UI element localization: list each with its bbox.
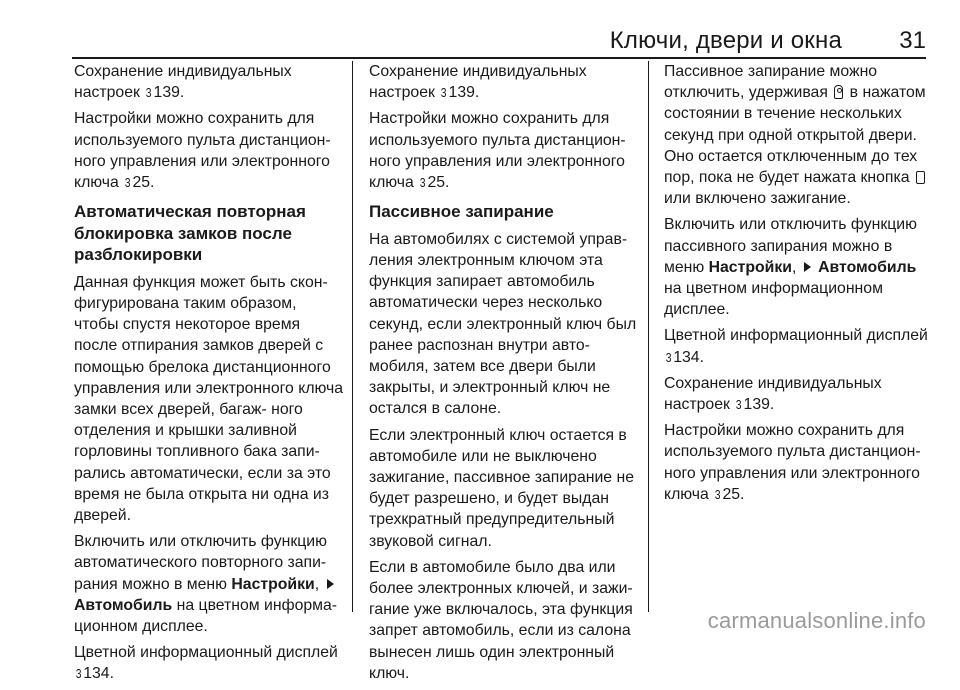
page-reference[interactable]: 139.	[743, 396, 775, 414]
lock-button-icon	[916, 171, 925, 184]
paragraph: Пассивное запирание можно отключить, удерживая в нажатом состоянии в течение нескольких секунд при одной открытой двери. Оно остается отключенным до тех пор, пока не будет нажата кнопка или включено зажигание.	[664, 63, 926, 208]
menu-vehicle: Автомобиль	[818, 258, 917, 276]
column-divider-2	[648, 61, 649, 612]
page-reference[interactable]: 134.	[673, 348, 704, 366]
paragraph: Сохранение индивидуальных настроек 3 139.	[74, 63, 292, 102]
page-reference[interactable]: 134.	[83, 665, 114, 683]
page-reference-icon: 3	[665, 349, 672, 365]
page-reference[interactable]: 139.	[448, 84, 480, 102]
paragraph: Сохранение индивидуальных настроек 3 139.	[664, 374, 882, 414]
paragraph: Настройки можно сохранить для используемого пульта дистанцион- ного управления или электронного ключа 3 25.	[664, 422, 921, 503]
paragraph: Цветной информационный дисплей 3 134.	[74, 644, 338, 683]
column-2	[369, 61, 639, 689]
page-reference[interactable]: 25.	[722, 485, 745, 503]
section-heading: Пассивное запирание	[369, 202, 554, 222]
paragraph: Данная функция может быть скон- фигурирована таким образом, чтобы спустя некоторое время после отпирания замков дверей с помощью брелока дистанционного управления или электронного ключа замки всех дверей, багаж- ного отделения и крышки заливной горловины топливного бака запи- рались автоматически, если за это время не была открыта ни одна из дверей.	[74, 273, 344, 524]
page-reference-icon: 3	[714, 486, 721, 502]
page-number: 31	[899, 27, 926, 54]
page-reference[interactable]: 25.	[427, 174, 450, 192]
key-fob-unlock-icon	[834, 85, 843, 99]
column-3	[664, 61, 934, 510]
paragraph: Если в автомобиле было два или более электронных ключей, и зажи- гание уже включалось, эта функция запрет автомобиль, если из салона вынесен лишь один электронный ключ.	[369, 558, 633, 682]
page-reference[interactable]: 139.	[153, 84, 185, 102]
paragraph: Сохранение индивидуальных настроек 3 139.	[369, 63, 587, 102]
paragraph: Включить или отключить функцию автоматического повторного запи- рания можно в меню Настройки, Автомобиль на цветном информа- ционном дисплее.	[74, 533, 338, 635]
arrow-right-icon	[327, 579, 334, 589]
page-title: Ключи, двери и окна	[609, 27, 842, 54]
header-divider	[72, 57, 926, 59]
column-1	[74, 61, 344, 690]
page-header	[0, 0, 960, 60]
arrow-right-icon	[804, 262, 811, 272]
page-reference-icon: 3	[146, 85, 152, 101]
page-reference-icon: 3	[441, 85, 447, 101]
paragraph: Настройки можно сохранить для используемого пульта дистанцион- ного управления или электронного ключа 3 25.	[369, 110, 626, 192]
paragraph: Включить или отключить функцию пассивного запирания можно в меню Настройки, Автомобиль на цветном информационном дисплее.	[664, 216, 917, 319]
page-reference-icon: 3	[124, 175, 131, 191]
paragraph: Цветной информационный дисплей 3 134.	[664, 327, 928, 366]
menu-settings: Настройки	[231, 575, 315, 593]
paragraph: На автомобилях с системой управ- ления электронным ключом эта функция запирает автомобиль автоматически через несколько секунд, если электронный ключ был ранее распознан внутри авто- мобиля, затем все двери были закрыты, и электронный ключ не остался в салоне.	[369, 230, 637, 418]
menu-settings: Настройки	[708, 258, 792, 276]
column-divider-1	[352, 61, 353, 612]
paragraph: Если электронный ключ остается в автомобиле или не выключено зажигание, пассивное запирание не будет разрешено, и будет выдан трехкратный предупредительный звуковой сигнал.	[369, 426, 634, 550]
watermark: carmanualsonline.info	[707, 608, 926, 633]
page-reference[interactable]: 25.	[132, 174, 155, 192]
page-reference-icon: 3	[75, 666, 82, 682]
page-reference-icon: 3	[736, 397, 742, 413]
paragraph: Настройки можно сохранить для используемого пульта дистанцион- ного управления или электронного ключа 3 25.	[74, 110, 331, 192]
section-heading: Автоматическая повторная блокировка замков после разблокировки	[74, 202, 306, 265]
menu-vehicle: Автомобиль	[74, 596, 173, 614]
page-reference-icon: 3	[419, 175, 426, 191]
